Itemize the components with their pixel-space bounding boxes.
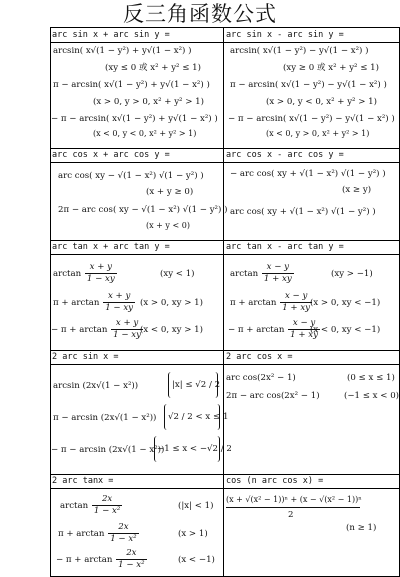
formula-line: − π − arcsin (2x√(1 − x²)) — [51, 445, 165, 455]
condition-text: (|x| < 1) — [178, 501, 214, 511]
header-underline — [51, 488, 223, 489]
fraction: $\frac{2x}{\text{1 − x²}}$ — [93, 494, 121, 516]
condition-text: (n ≥ 1) — [346, 523, 377, 533]
condition-text: (xy < 1) — [160, 269, 195, 279]
formula-line: − arc cos( xy + √(1 − x²) √(1 − y²) ) — [230, 169, 386, 179]
formula-line: − π + arctan $\frac{x - y}{1 + xy}$ — [228, 318, 318, 340]
formula-line: arctan $\frac{x + y}{1 - xy}$ — [53, 262, 115, 284]
formula-line: arcsin( x√(1 − y²) + y√(1 − x²) ) — [53, 46, 192, 56]
formula-line: π + arctan $\frac{x + y}{1 - xy}$ — [53, 291, 134, 313]
header-underline — [51, 254, 223, 255]
formula-line: arctan $\frac{x - y}{1 + xy}$ — [230, 262, 292, 284]
condition-text: (x > 0, y > 0, x² + y² > 1) — [93, 97, 204, 107]
header-underline — [224, 42, 399, 43]
header-underline — [51, 42, 223, 43]
cell-header-double-arccos: 2 arc cos x = — [226, 352, 293, 362]
formula-line: π − arcsin( x√(1 − y²) + y√(1 − x²) ) — [53, 80, 210, 90]
formula-line: arcsin( x√(1 − y²) − y√(1 − x²) ) — [230, 46, 369, 56]
fraction-denominator: 2 — [288, 510, 294, 520]
condition-text: (xy ≤ 0 或 x² + y² ≤ 1) — [105, 63, 201, 73]
formula-line: π + arctan $\frac{x - y}{1 + xy}$ — [230, 291, 311, 313]
header-underline — [224, 254, 399, 255]
formula-line: arcsin (2x√(1 − x²)) — [53, 381, 139, 391]
formula-line: − π − arcsin( x√(1 − y²) − y√(1 − x²) ) — [228, 114, 395, 124]
condition-text: (xy ≥ 0 或 x² + y² ≤ 1) — [283, 63, 379, 73]
condition-text: (x ≥ y) — [342, 185, 372, 195]
formula-line: 2π − arc cos(2x² − 1) — [226, 391, 320, 401]
column-divider — [223, 28, 224, 576]
fraction: $\frac{x + y}{1 - xy}$ — [113, 318, 141, 340]
formula-line: − π + arctan $\frac{x + y}{1 - xy}$ — [51, 318, 141, 340]
cell-header-cos-n-arccos: cos (n arc cos x) = — [226, 476, 324, 486]
cell-header-arctan-sum: arc tan x + arc tan y = — [52, 242, 170, 252]
fraction: $\frac{x + y}{1 - xy}$ — [86, 262, 115, 284]
condition-text: (x > 0, xy > 1) — [140, 298, 203, 308]
condition-text: −1 ≤ x < −√2 / 2 — [157, 444, 232, 454]
condition-text: (x < 0, xy > 1) — [140, 325, 203, 335]
condition-text: (x > 0, xy < −1) — [310, 298, 381, 308]
header-underline — [224, 488, 399, 489]
header-underline — [51, 162, 223, 163]
formula-line: 2π − arc cos( xy − √(1 − x²) √(1 − y²) ) — [58, 205, 228, 215]
condition-text: (x + y < 0) — [146, 221, 190, 230]
condition-text: (0 ≤ x ≤ 1) — [347, 373, 395, 383]
condition-text: |x| ≤ √2 / 2 — [172, 380, 221, 390]
header-underline — [224, 364, 399, 365]
cell-header-arccos-diff: arc cos x - arc cos y = — [226, 150, 344, 160]
formula-line: π − arcsin( x√(1 − y²) − y√(1 − x²) ) — [230, 80, 387, 90]
fraction: $\frac{2x}{\text{1 − x²}}$ — [110, 522, 137, 544]
condition-text: (x + y ≥ 0) — [146, 187, 194, 197]
condition-text: (x < 0, y < 0, x² + y² > 1) — [93, 129, 197, 138]
formula-line: π − arcsin (2x√(1 − x²)) — [53, 413, 157, 423]
formula-line: arc cos( xy + √(1 − x²) √(1 − y²) ) — [230, 207, 376, 217]
formula-line: − π − arcsin( x√(1 − y²) + y√(1 − x²) ) — [51, 114, 218, 124]
cell-header-arccos-sum: arc cos x + arc cos y = — [52, 150, 170, 160]
header-underline — [51, 364, 223, 365]
fraction-bar — [226, 507, 360, 508]
cell-header-arctan-diff: arc tan x - arc tan y = — [226, 242, 344, 252]
condition-text: (−1 ≤ x < 0) — [344, 391, 400, 401]
cell-header-double-arctan: 2 arc tanx = — [52, 476, 114, 486]
formula-line: arctan $\frac{2x}{\text{1 − x²}}$ — [60, 494, 121, 516]
condition-text: (x > 1) — [178, 529, 208, 539]
formula-line: (x + √(x² − 1))ⁿ + (x − √(x² − 1))ⁿ — [226, 495, 362, 504]
condition-text: (x < 0, y > 0, x² + y² > 1) — [266, 129, 370, 138]
formula-line: − π + arctan $\frac{2x}{\text{1 − x²}}$ — [56, 548, 145, 570]
cell-header-arcsin-sum: arc sin x + arc sin y = — [52, 30, 170, 40]
condition-text: (x < 0, xy < −1) — [310, 325, 381, 335]
page-title: 反三角函数公式 — [123, 2, 277, 26]
condition-text: (x > 0, y < 0, x² + y² > 1) — [266, 97, 377, 107]
fraction: $\frac{x - y}{1 + xy}$ — [290, 318, 318, 340]
fraction: $\frac{x - y}{1 + xy}$ — [282, 291, 311, 313]
formula-line: arc cos(2x² − 1) — [226, 373, 296, 383]
formula-line: π + arctan $\frac{2x}{\text{1 − x²}}$ — [58, 522, 137, 544]
condition-text: √2 / 2 < x ≤ 1 — [168, 412, 229, 422]
fraction: $\frac{2x}{\text{1 − x²}}$ — [118, 548, 145, 570]
fraction: $\frac{x - y}{1 + xy}$ — [263, 262, 292, 284]
cell-header-arcsin-diff: arc sin x - arc sin y = — [226, 30, 344, 40]
cell-header-double-arcsin: 2 arc sin x = — [52, 352, 119, 362]
header-underline — [224, 162, 399, 163]
fraction: $\frac{x + y}{1 - xy}$ — [105, 291, 134, 313]
condition-text: (xy > −1) — [331, 269, 373, 279]
formula-line: arc cos( xy − √(1 − x²) √(1 − y²) ) — [58, 171, 204, 181]
condition-text: (x < −1) — [178, 555, 215, 565]
